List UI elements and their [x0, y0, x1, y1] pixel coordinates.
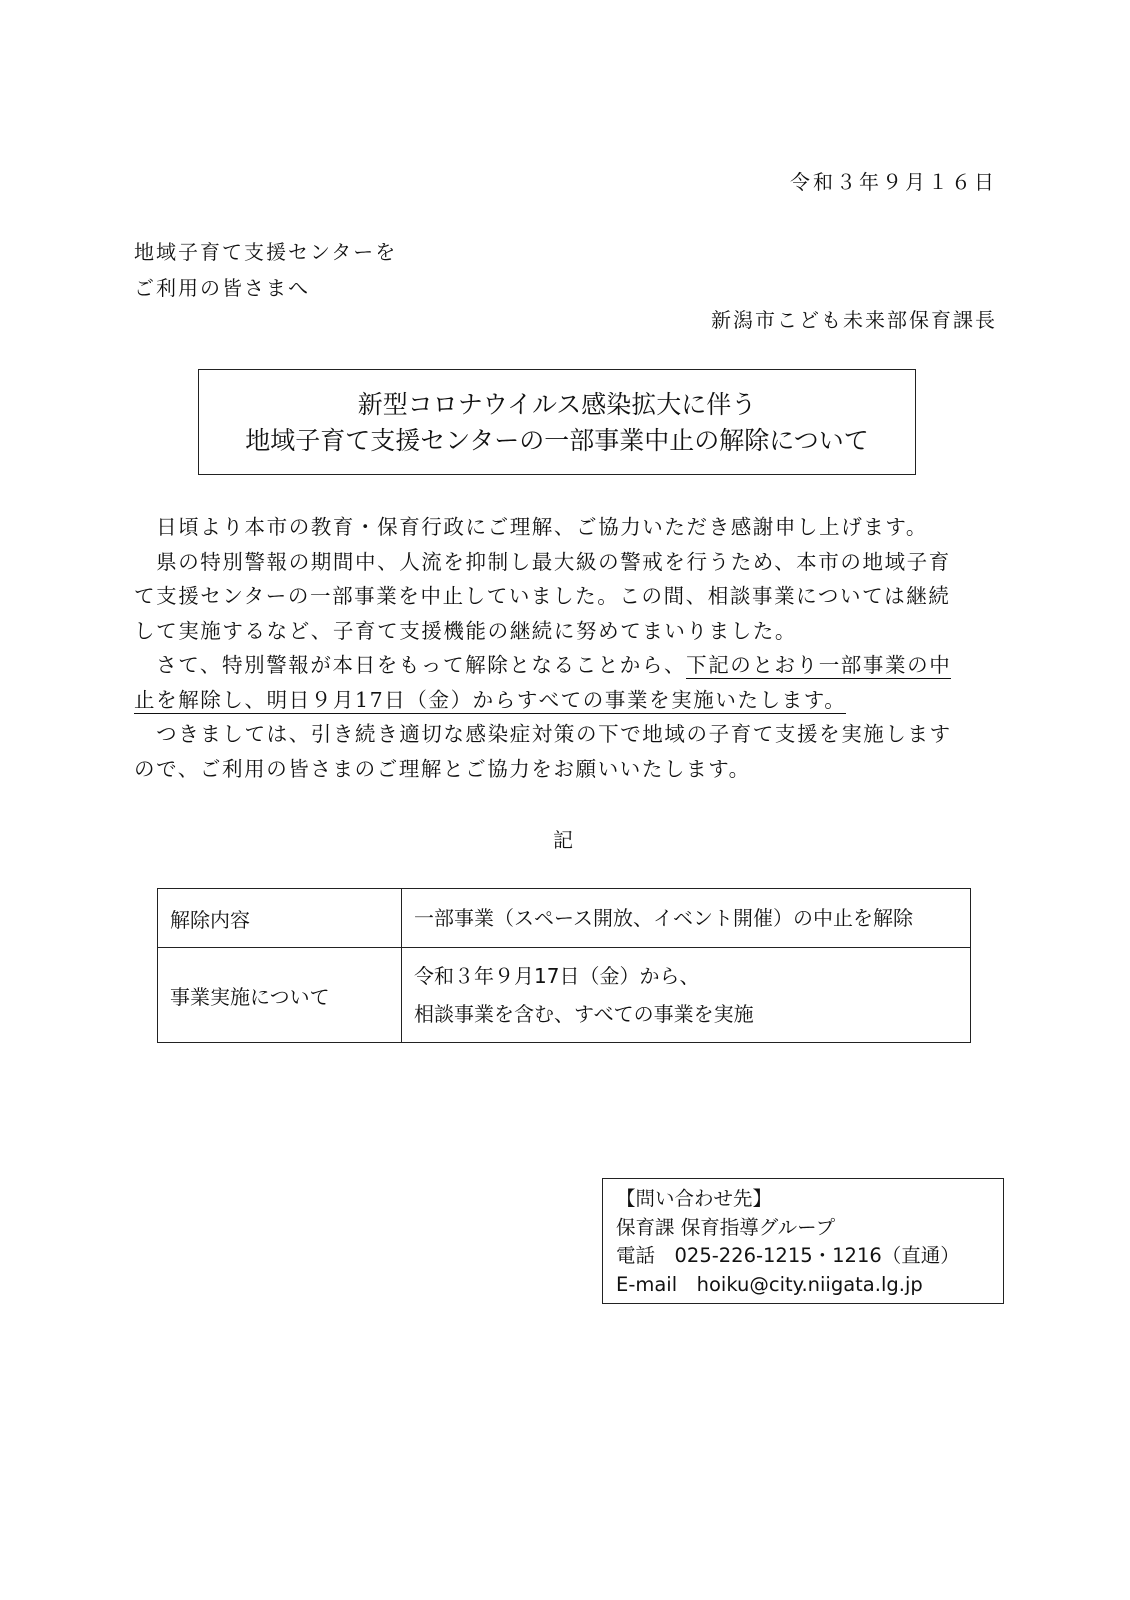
body-text	[134, 510, 994, 786]
sender: 新潟市こども未来部保育課長	[711, 308, 997, 332]
body-line: 県の特別警報の期間中、人流を抑制し最大級の警戒を行うため、本市の地域子育	[134, 549, 951, 574]
contact-dept: 保育課 保育指導グループ	[616, 1215, 836, 1239]
contact-box	[602, 1178, 1004, 1304]
recipient-block	[134, 234, 397, 306]
body-line: つきましては、引き続き適切な感染症対策の下で地域の子育て支援を実施します	[134, 722, 952, 746]
title-line: 新型コロナウイルス感染拡大に伴う	[357, 390, 757, 419]
table-value-line: 一部事業（スペース開放、イベント開催）の中止を解除	[414, 906, 913, 930]
body-line	[134, 683, 994, 718]
document-date: 令和３年９月１６日	[790, 170, 997, 194]
table-value-line: 令和３年９月17日（金）から、	[414, 964, 700, 988]
body-line: ので、ご利用の皆さまのご理解とご協力をお願いいたします。	[134, 756, 751, 781]
title-box	[198, 369, 916, 475]
contact-phone: 電話 025-226-1215・1216（直通）	[616, 1244, 960, 1267]
detail-table	[157, 888, 971, 1043]
body-line: して実施するなど、子育て支援機能の継続に努めてまいりました。	[134, 618, 797, 643]
body-line: 日頃より本市の教育・保育行政にご理解、ご協力いただき感謝申し上げます。	[134, 515, 928, 539]
table-value-line: 相談事業を含む、すべての事業を実施	[414, 1002, 754, 1026]
body-line: て支援センターの一部事業を中止していました。この間、相談事業については継続	[134, 584, 951, 608]
table-value	[402, 948, 971, 1043]
underlined-text: 下記のとおり一部事業の中	[686, 653, 952, 677]
table-key: 解除内容	[158, 889, 402, 948]
contact-email: E-mail hoiku@city.niigata.lg.jp	[616, 1272, 923, 1296]
table-value	[402, 889, 971, 948]
ki-heading: 記	[553, 828, 573, 852]
table-row	[158, 889, 971, 948]
underlined-text: 止を解除し、明日９月17日（金）からすべての事業を実施いたします。	[134, 687, 847, 712]
table-key: 事業実施について	[158, 948, 402, 1043]
contact-heading: 【問い合わせ先】	[616, 1187, 773, 1210]
body-line-text: さて、特別警報が本日をもって解除となることから、	[134, 653, 687, 677]
title-line: 地域子育て支援センターの一部事業中止の解除について	[245, 426, 869, 455]
body-line	[134, 648, 994, 683]
recipient-line: 地域子育て支援センターを	[134, 240, 398, 264]
table-row	[158, 948, 971, 1043]
recipient-line: ご利用の皆さまへ	[134, 276, 310, 300]
